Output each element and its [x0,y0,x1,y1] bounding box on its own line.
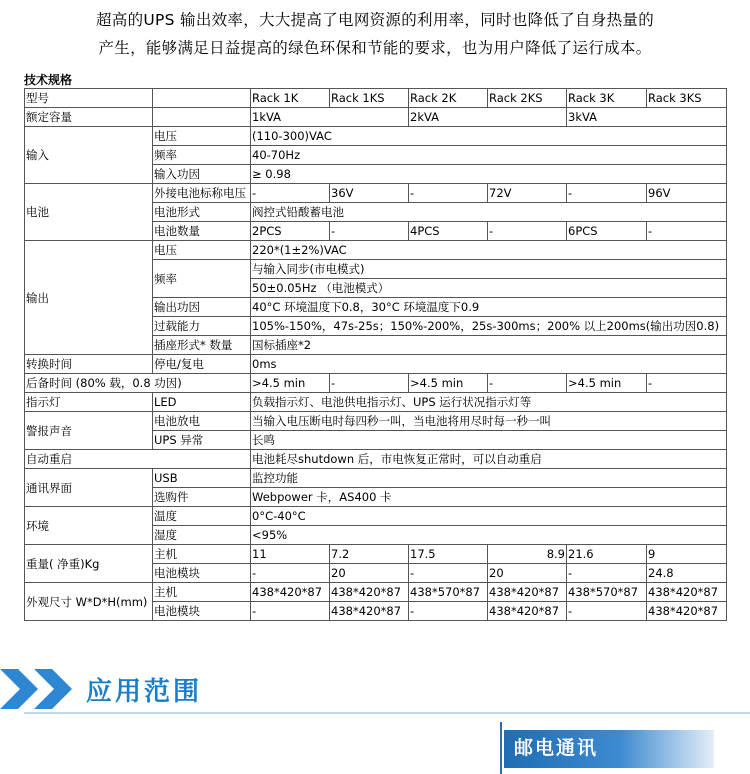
table-cell: 438*420*87 [647,602,727,621]
table-cell: 438*570*87 [409,583,488,602]
table-cell: 438*420*87 [647,583,727,602]
table-cell: - [409,564,488,583]
table-cell: 438*420*87 [251,583,330,602]
table-cell: - [488,222,567,241]
sub-label: UPS 异常 [153,431,251,450]
table-cell: - [409,602,488,621]
sub-label: 选购件 [153,488,251,507]
row-label: 自动重启 [25,450,251,469]
table-cell: - [251,602,330,621]
table-cell: 监控功能 [251,469,727,488]
table-row [25,89,727,108]
model-cell: Rack 3K [567,89,647,108]
sub-label: 主机 [153,583,251,602]
table-cell: 与输入同步(市电模式) [251,260,727,279]
table-cell: - [567,184,647,203]
sub-label: 电池形式 [153,203,251,222]
table-cell: 17.5 [409,545,488,564]
table-cell: 24.8 [647,564,727,583]
row-label: 环境 [25,507,153,545]
header-cell: 型号 [25,89,153,108]
table-cell: 21.6 [567,545,647,564]
table-cell: 0ms [251,355,727,374]
table-row [25,127,727,146]
table-cell: 438*420*87 [330,602,409,621]
table-cell: 0°C-40°C [251,507,727,526]
intro-line-1: 超高的UPS 输出效率，大大提高了电网资源的利用率，同时也降低了自身热量的 [95,11,655,29]
model-cell: Rack 3KS [647,89,727,108]
sub-label: 过载能力 [153,317,251,336]
model-cell: Rack 2KS [488,89,567,108]
table-cell: 3kVA [567,108,727,127]
table-cell: <95% [251,526,727,545]
table-cell: 2PCS [251,222,330,241]
table-cell: - [251,564,330,583]
table-cell: - [488,374,567,393]
sub-section-header [500,722,750,774]
table-cell: 1kVA [251,108,409,127]
table-cell: 96V [647,184,727,203]
table-row [25,450,727,469]
sub-label: 插座形式* 数量 [153,336,251,355]
section-title: 应用范围 [86,677,203,707]
table-cell: - [567,602,647,621]
sub-label: 电池模块 [153,564,251,583]
table-cell: 72V [488,184,567,203]
table-cell: 438*420*87 [488,602,567,621]
model-cell: Rack 1K [251,89,330,108]
table-cell: 11 [251,545,330,564]
sub-section-tab [504,730,714,768]
divider [500,722,502,774]
table-cell: 50±0.05Hz （电池模式） [251,279,727,298]
table-cell: - [409,184,488,203]
sub-label: 频率 [153,260,251,298]
sub-label: 主机 [153,545,251,564]
model-cell: Rack 1KS [330,89,409,108]
table-cell: 438*420*87 [330,583,409,602]
row-label: 转换时间 [25,355,153,374]
table-cell: 国标插座*2 [251,336,727,355]
section-divider [24,712,750,714]
row-label: 输出 [25,241,153,355]
spec-table [24,88,727,621]
table-cell: 36V [330,184,409,203]
table-cell: 负载指示灯、电池供电指示灯、UPS 运行状况指示灯等 [251,393,727,412]
table-cell: >4.5 min [409,374,488,393]
sub-label: 外接电池标称电压 [153,184,251,203]
table-cell: - [330,374,409,393]
table-cell: 长鸣 [251,431,727,450]
table-row [25,241,727,260]
table-row [25,545,727,564]
row-label: 后备时间 (80% 载，0.8 功因) [25,374,251,393]
table-cell: 2kVA [409,108,567,127]
section-banner [0,661,750,717]
sub-label: 电压 [153,241,251,260]
table-cell: 电池耗尽shutdown 后，市电恢复正常时，可以自动重启 [251,450,727,469]
table-cell: - [647,222,727,241]
row-label: 额定容量 [25,108,153,127]
table-cell: - [647,374,727,393]
row-label: 指示灯 [25,393,153,412]
table-row [25,355,727,374]
sub-label: 电池放电 [153,412,251,431]
sub-label: 电池模块 [153,602,251,621]
table-cell: 220*(1±2%)VAC [251,241,727,260]
sub-label: USB [153,469,251,488]
table-cell: Webpower 卡，AS400 卡 [251,488,727,507]
intro-line-2: 产生，能够满足日益提高的绿色环保和节能的要求，也为用户降低了运行成本。 [98,39,652,57]
row-label: 通讯界面 [25,469,153,507]
table-cell: 438*570*87 [567,583,647,602]
sub-label: 电池数量 [153,222,251,241]
empty-cell [153,108,251,127]
table-cell: - [251,184,330,203]
table-cell: 7.2 [330,545,409,564]
table-row [25,507,727,526]
sub-label: 温度 [153,507,251,526]
double-chevron-icon [0,667,82,711]
table-cell: 438*420*87 [488,583,567,602]
row-label: 警报声音 [25,412,153,450]
table-row [25,583,727,602]
table-row [25,374,727,393]
sub-label: LED [153,393,251,412]
intro-paragraph [0,6,750,62]
table-cell: 8.9 [488,545,567,564]
model-cell: Rack 2K [409,89,488,108]
row-label: 重量( 净重)Kg [25,545,153,583]
table-row [25,393,727,412]
table-cell: - [567,564,647,583]
spec-title: 技术规格 [24,73,73,87]
table-cell: 4PCS [409,222,488,241]
sub-section-label: 邮电通讯 [514,737,599,759]
row-label: 外观尺寸 W*D*H(mm) [25,583,153,621]
table-cell: 20 [330,564,409,583]
table-cell: - [330,222,409,241]
table-row [25,412,727,431]
table-cell: ≥ 0.98 [251,165,727,184]
table-cell: 9 [647,545,727,564]
table-row [25,469,727,488]
sub-label: 频率 [153,146,251,165]
sub-label: 电压 [153,127,251,146]
sub-label: 输入功因 [153,165,251,184]
table-cell: 40°C 环境温度下0.8，30°C 环境温度下0.9 [251,298,727,317]
sub-label: 输出功因 [153,298,251,317]
table-cell: 40-70Hz [251,146,727,165]
table-cell: >4.5 min [567,374,647,393]
table-cell: 阀控式铅酸蓄电池 [251,203,727,222]
table-cell: (110-300)VAC [251,127,727,146]
sub-label: 湿度 [153,526,251,545]
table-row [25,184,727,203]
table-cell: 6PCS [567,222,647,241]
table-cell: 105%-150%，47s-25s；150%-200%，25s-300ms；200% 以上200ms(输出功因0.8) [251,317,727,336]
table-cell: 当输入电压断电时每四秒一叫，当电池将用尽时每一秒一叫 [251,412,727,431]
table-row [25,108,727,127]
table-cell: 20 [488,564,567,583]
header-cell [153,89,251,108]
row-label: 输入 [25,127,153,184]
row-label: 电池 [25,184,153,241]
sub-label: 停电/复电 [153,355,251,374]
table-cell: >4.5 min [251,374,330,393]
